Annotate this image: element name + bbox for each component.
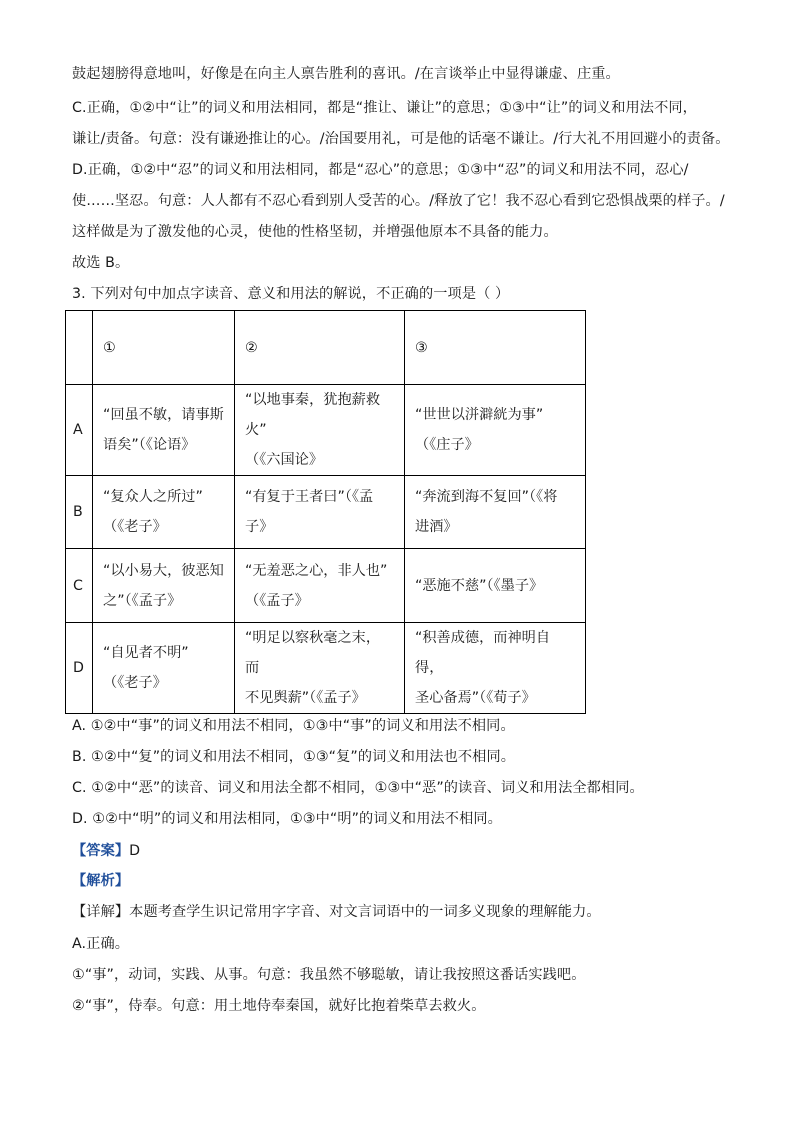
option-d: D. ①②中“明”的词义和用法相同，①③中“明”的词义和用法不相同。 <box>72 811 502 827</box>
table-cell: “复众人之所过” （《老子》 <box>93 476 235 549</box>
table-header-cell <box>66 311 93 385</box>
explanation-line: ②“事”，侍奉。句意：用土地侍奉秦国，就好比抱着柴草去救火。 <box>72 998 486 1014</box>
table-header-row <box>66 311 586 385</box>
explanation-line: A.正确。 <box>72 936 130 952</box>
table-header-cell: ② <box>235 311 405 385</box>
paragraph-line: 故选 B。 <box>72 255 130 271</box>
answer-line <box>72 841 140 861</box>
table-cell: “以地事秦，犹抱薪救火” （《六国论》 <box>235 385 405 476</box>
option-a: A. ①②中“事”的词义和用法不相同，①③中“事”的词义和用法不相同。 <box>72 718 515 734</box>
table-cell: “奔流到海不复回”（《将 进酒》 <box>405 476 586 549</box>
question-table <box>65 310 586 714</box>
table-cell: “以小易大，彼恶知 之”（《孟子》 <box>93 549 235 623</box>
question-stem: 3. 下列对句中加点字读音、意义和用法的解说，不正确的一项是（ ） <box>72 286 510 302</box>
paragraph-line: D.正确，①②中“忍”的词义和用法相同，都是“忍心”的意思；①③中“忍”的词义和用法不同，忍心/ <box>72 162 689 178</box>
paragraph-line: 使……坚忍。句意：人人都有不忍心看到别人受苦的心。/释放了它！我不忍心看到它恐惧战栗的样子。/ <box>72 193 725 209</box>
analysis-line <box>72 871 129 891</box>
table-cell: “有复于王者曰”（《孟 子》 <box>235 476 405 549</box>
detail-line <box>72 902 601 922</box>
answer-tag: 【答案】 <box>72 843 130 859</box>
table-row <box>66 549 586 623</box>
paragraph-line: C.正确，①②中“让”的词义和用法相同，都是“推让、谦让”的意思；①③中“让”的词义和用法不同， <box>72 100 697 116</box>
explanation-line: ①“事”，动词，实践、从事。句意：我虽然不够聪敏，请让我按照这番话实践吧。 <box>72 967 586 983</box>
analysis-tag: 【解析】 <box>72 873 130 889</box>
option-b: B. ①②中“复”的词义和用法不相同，①③“复”的词义和用法也不相同。 <box>72 749 516 765</box>
table-row <box>66 476 586 549</box>
row-label: A <box>66 385 93 476</box>
option-c: C. ①②中“恶”的读音、词义和用法全都不相同，①③中“恶”的读音、词义和用法全都相同。 <box>72 780 644 796</box>
table-cell: “恶施不慈”（《墨子》 <box>405 549 586 623</box>
row-label: C <box>66 549 93 623</box>
table-cell: “积善成德，而神明自得， 圣心备焉”（《荀子》 <box>405 623 586 714</box>
table-cell: “回虽不敏，请事斯 语矣”（《论语》 <box>93 385 235 476</box>
table-cell: “自见者不明” （《老子》 <box>93 623 235 714</box>
table-cell: “明足以察秋毫之末，而 不见舆薪”（《孟子》 <box>235 623 405 714</box>
table-row <box>66 623 586 714</box>
detail-text: 本题考查学生识记常用字字音、对文言词语中的一词多义现象的理解能力。 <box>129 904 601 920</box>
table-cell: “无羞恶之心，非人也” （《孟子》 <box>235 549 405 623</box>
paragraph-line: 鼓起翅膀得意地叫，好像是在向主人禀告胜利的喜讯。/在言谈举止中显得谦虚、庄重。 <box>72 66 620 82</box>
detail-tag: 【详解】 <box>72 904 130 920</box>
row-label: B <box>66 476 93 549</box>
paragraph-line: 这样做是为了激发他的心灵，使他的性格坚韧，并增强他原本不具备的能力。 <box>72 224 558 240</box>
row-label: D <box>66 623 93 714</box>
table-cell: “世世以洴澼絖为事” （《庄子》 <box>405 385 586 476</box>
answer-value: D <box>129 843 141 859</box>
paragraph-line: 谦让/责备。句意：没有谦逊推让的心。/治国要用礼，可是他的话毫不谦让。/行大礼不用回避小的责备。 <box>72 131 730 147</box>
table-header-cell: ③ <box>405 311 586 385</box>
table-row <box>66 385 586 476</box>
table-header-cell: ① <box>93 311 235 385</box>
